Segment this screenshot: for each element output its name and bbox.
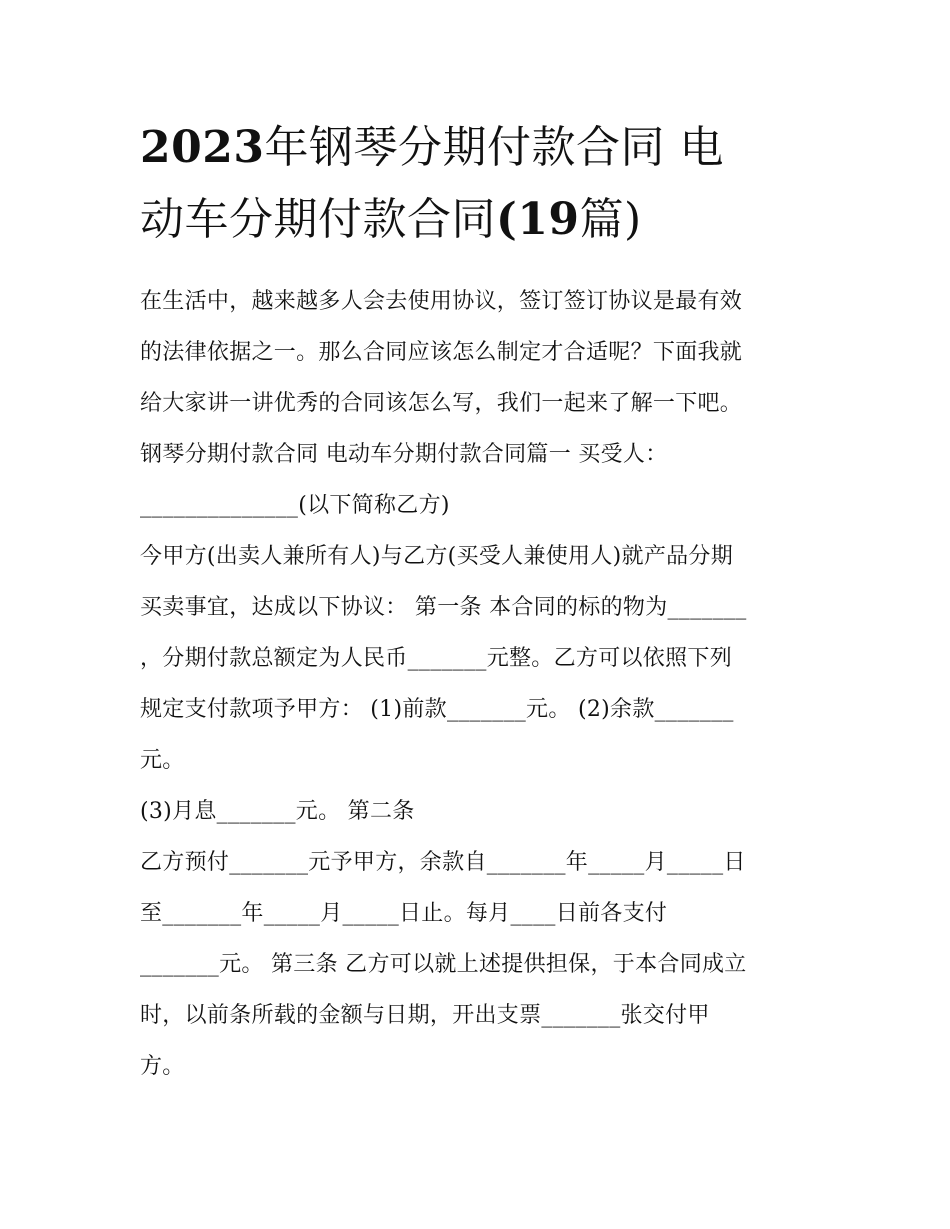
title-line-2: [140, 184, 820, 256]
document-title: [140, 112, 820, 256]
body-line: 方。: [140, 1054, 185, 1079]
body-line: (3)月息_______元。 第二条: [140, 799, 415, 824]
body-line: 给大家讲一讲优秀的合同该怎么写，我们一起来了解一下吧。: [140, 391, 743, 416]
title-year: 2023: [140, 122, 265, 173]
body-line: ______________(以下简称乙方): [140, 493, 450, 518]
body-line: 钢琴分期付款合同 电动车分期付款合同篇一 买受人：: [140, 442, 668, 467]
body-line: 规定支付款项予甲方： (1)前款_______元。 (2)余款_______: [140, 697, 734, 722]
body-line: 的法律依据之一。那么合同应该怎么制定才合适呢？下面我就: [140, 340, 743, 365]
body-line: 在生活中，越来越多人会去使用协议，签订签订协议是最有效: [140, 289, 743, 314]
body-line: 乙方预付_______元予甲方，余款自_______年_____月_____日: [140, 850, 746, 875]
body-line: 至_______年_____月_____日止。每月____日前各支付: [140, 901, 668, 926]
body-line: 元。: [140, 748, 185, 773]
title-text-1: 年钢琴分期付款合同 电: [264, 122, 724, 173]
title-line-1: [140, 112, 820, 184]
body-line: 时，以前条所载的金额与日期，开出支票_______张交付甲: [140, 1003, 710, 1028]
body-line: 买卖事宜，达成以下协议： 第一条 本合同的标的物为_______: [140, 595, 747, 620]
body-line: ，分期付款总额定为人民币_______元整。乙方可以依照下列: [140, 646, 733, 671]
body-line: _______元。 第三条 乙方可以就上述提供担保，于本合同成立: [140, 952, 747, 977]
title-text-2: 动车分期付款合同: [140, 194, 496, 245]
title-text-3: 篇): [579, 194, 642, 245]
document-body: [140, 276, 820, 1092]
body-line: 今甲方(出卖人兼所有人)与乙方(买受人兼使用人)就产品分期: [140, 544, 734, 569]
document-page: [140, 112, 820, 1092]
title-count: (19: [496, 194, 580, 245]
